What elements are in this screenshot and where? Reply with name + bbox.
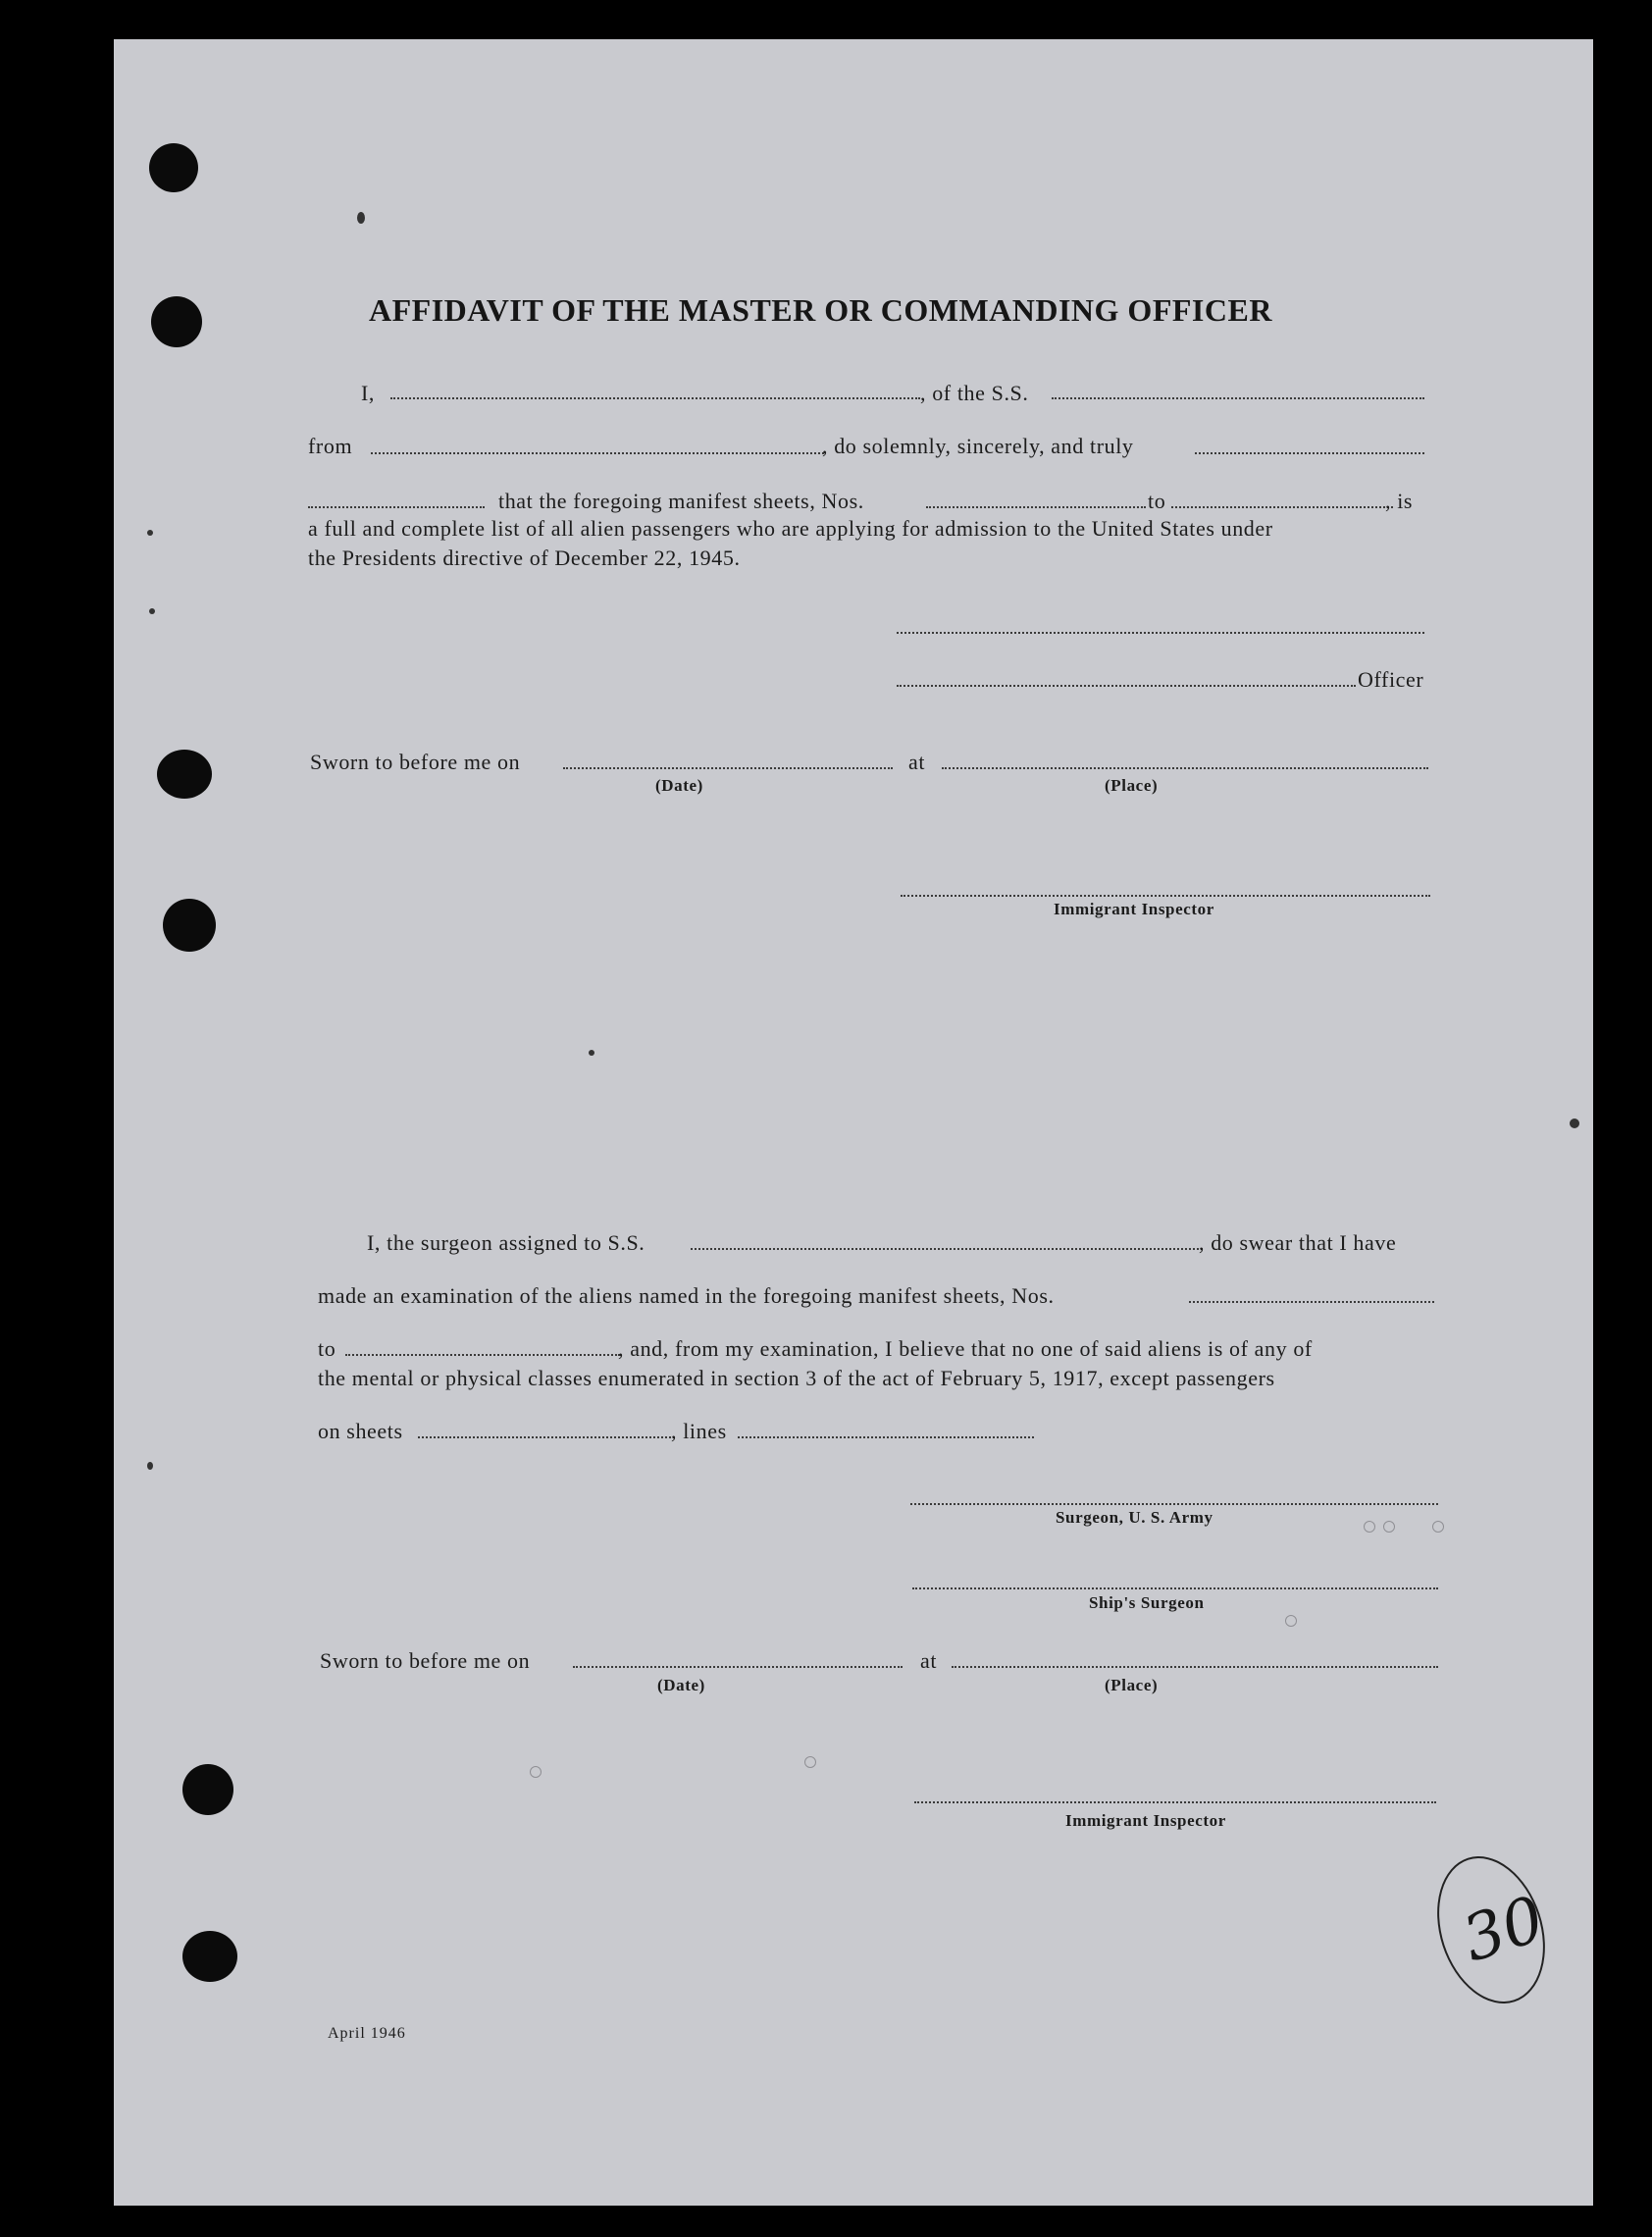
officer-signature-line[interactable] bbox=[897, 685, 1356, 687]
oath-field[interactable] bbox=[1195, 452, 1424, 454]
paper-mark bbox=[1285, 1615, 1297, 1627]
master-inspector-caption: Immigrant Inspector bbox=[1054, 900, 1214, 918]
master-line3-foregoing: that the foregoing manifest sheets, Nos. bbox=[498, 489, 864, 513]
surgeon-line2: made an examination of the aliens named in the foregoing manifest sheets, Nos. bbox=[318, 1283, 1055, 1308]
surgeon-line3-rest: , and, from my examination, I believe that no one of said aliens is of any of bbox=[618, 1336, 1313, 1361]
footer-date: April 1946 bbox=[328, 2025, 406, 2042]
master-sworn-label: Sworn to before me on bbox=[310, 750, 521, 774]
master-at-label: at bbox=[908, 750, 926, 774]
punch-hole bbox=[182, 1764, 233, 1815]
master-line1-i: I, bbox=[361, 381, 376, 405]
ink-speck bbox=[357, 212, 365, 224]
sheet-to-field[interactable] bbox=[1171, 506, 1393, 508]
except-sheets-field[interactable] bbox=[418, 1436, 675, 1438]
ship-name-field[interactable] bbox=[1052, 397, 1424, 399]
master-line4: a full and complete list of all alien passengers who are applying for admission to the United States under bbox=[308, 516, 1273, 541]
from-port-field[interactable] bbox=[371, 452, 824, 454]
page-number: 30 bbox=[1454, 1883, 1553, 1977]
surgeon-line3-to: to bbox=[318, 1336, 336, 1361]
master-inspector-signature-line[interactable] bbox=[901, 895, 1430, 897]
master-line3-is: , is bbox=[1385, 489, 1414, 513]
surgeon-sworn-place-field[interactable] bbox=[952, 1666, 1438, 1668]
ships-surgeon-caption: Ship's Surgeon bbox=[1089, 1593, 1205, 1612]
surgeon-sheets-to-field[interactable] bbox=[345, 1354, 620, 1356]
master-line2-from: from bbox=[308, 434, 353, 458]
ink-speck bbox=[147, 1462, 153, 1470]
master-sworn-date-field[interactable] bbox=[563, 767, 893, 769]
master-sworn-place-field[interactable] bbox=[942, 767, 1428, 769]
surgeon-line4: the mental or physical classes enumerated in section 3 of the act of February 5, 1917, except passengers bbox=[318, 1366, 1275, 1390]
oath-continued-field[interactable] bbox=[308, 506, 485, 508]
surgeon-line5-sheets: on sheets bbox=[318, 1419, 403, 1443]
army-surgeon-caption: Surgeon, U. S. Army bbox=[1056, 1508, 1213, 1527]
surgeon-sheets-nos-field[interactable] bbox=[1189, 1301, 1434, 1303]
surgeon-inspector-signature-line[interactable] bbox=[914, 1801, 1436, 1803]
master-place-caption: (Place) bbox=[1105, 776, 1159, 795]
ink-speck bbox=[589, 1050, 594, 1056]
ink-speck bbox=[1570, 1118, 1579, 1128]
except-lines-field[interactable] bbox=[738, 1436, 1034, 1438]
paper-mark bbox=[1364, 1521, 1375, 1533]
army-surgeon-signature-line[interactable] bbox=[910, 1503, 1438, 1505]
surgeon-sworn-date-field[interactable] bbox=[573, 1666, 903, 1668]
officer-label: Officer bbox=[1358, 667, 1424, 692]
ink-speck bbox=[149, 608, 155, 614]
paper-mark bbox=[530, 1766, 542, 1778]
surgeon-sworn-label: Sworn to before me on bbox=[320, 1648, 531, 1673]
master-line1-ss: , of the S.S. bbox=[920, 381, 1029, 405]
paper-mark bbox=[1432, 1521, 1444, 1533]
surgeon-line5-lines: , lines bbox=[671, 1419, 727, 1443]
paper-mark bbox=[1383, 1521, 1395, 1533]
surgeon-place-caption: (Place) bbox=[1105, 1676, 1159, 1694]
surgeon-at-label: at bbox=[920, 1648, 938, 1673]
surgeon-line1-a: I, the surgeon assigned to S.S. bbox=[367, 1230, 645, 1255]
master-line3-to: to bbox=[1148, 489, 1166, 513]
master-date-caption: (Date) bbox=[655, 776, 703, 795]
surgeon-inspector-caption: Immigrant Inspector bbox=[1065, 1811, 1226, 1830]
punch-hole bbox=[151, 296, 202, 347]
surgeon-line1-b: , do swear that I have bbox=[1199, 1230, 1397, 1255]
master-name-field[interactable] bbox=[390, 397, 920, 399]
paper-mark bbox=[804, 1756, 816, 1768]
form-title: AFFIDAVIT OF THE MASTER OR COMMANDING OFFICER bbox=[369, 292, 1272, 328]
punch-hole bbox=[182, 1931, 237, 1982]
ships-surgeon-signature-line[interactable] bbox=[912, 1587, 1438, 1589]
master-signature-line[interactable] bbox=[897, 632, 1424, 634]
master-line5: the Presidents directive of December 22, 1945. bbox=[308, 546, 741, 570]
ink-speck bbox=[147, 530, 153, 536]
punch-hole bbox=[157, 750, 212, 799]
punch-hole bbox=[149, 143, 198, 192]
surgeon-date-caption: (Date) bbox=[657, 1676, 705, 1694]
surgeon-ship-field[interactable] bbox=[691, 1248, 1203, 1250]
punch-hole bbox=[163, 899, 216, 952]
master-line2-swear: , do solemnly, sincerely, and truly bbox=[822, 434, 1134, 458]
sheet-from-field[interactable] bbox=[926, 506, 1146, 508]
document-page bbox=[114, 39, 1593, 2206]
